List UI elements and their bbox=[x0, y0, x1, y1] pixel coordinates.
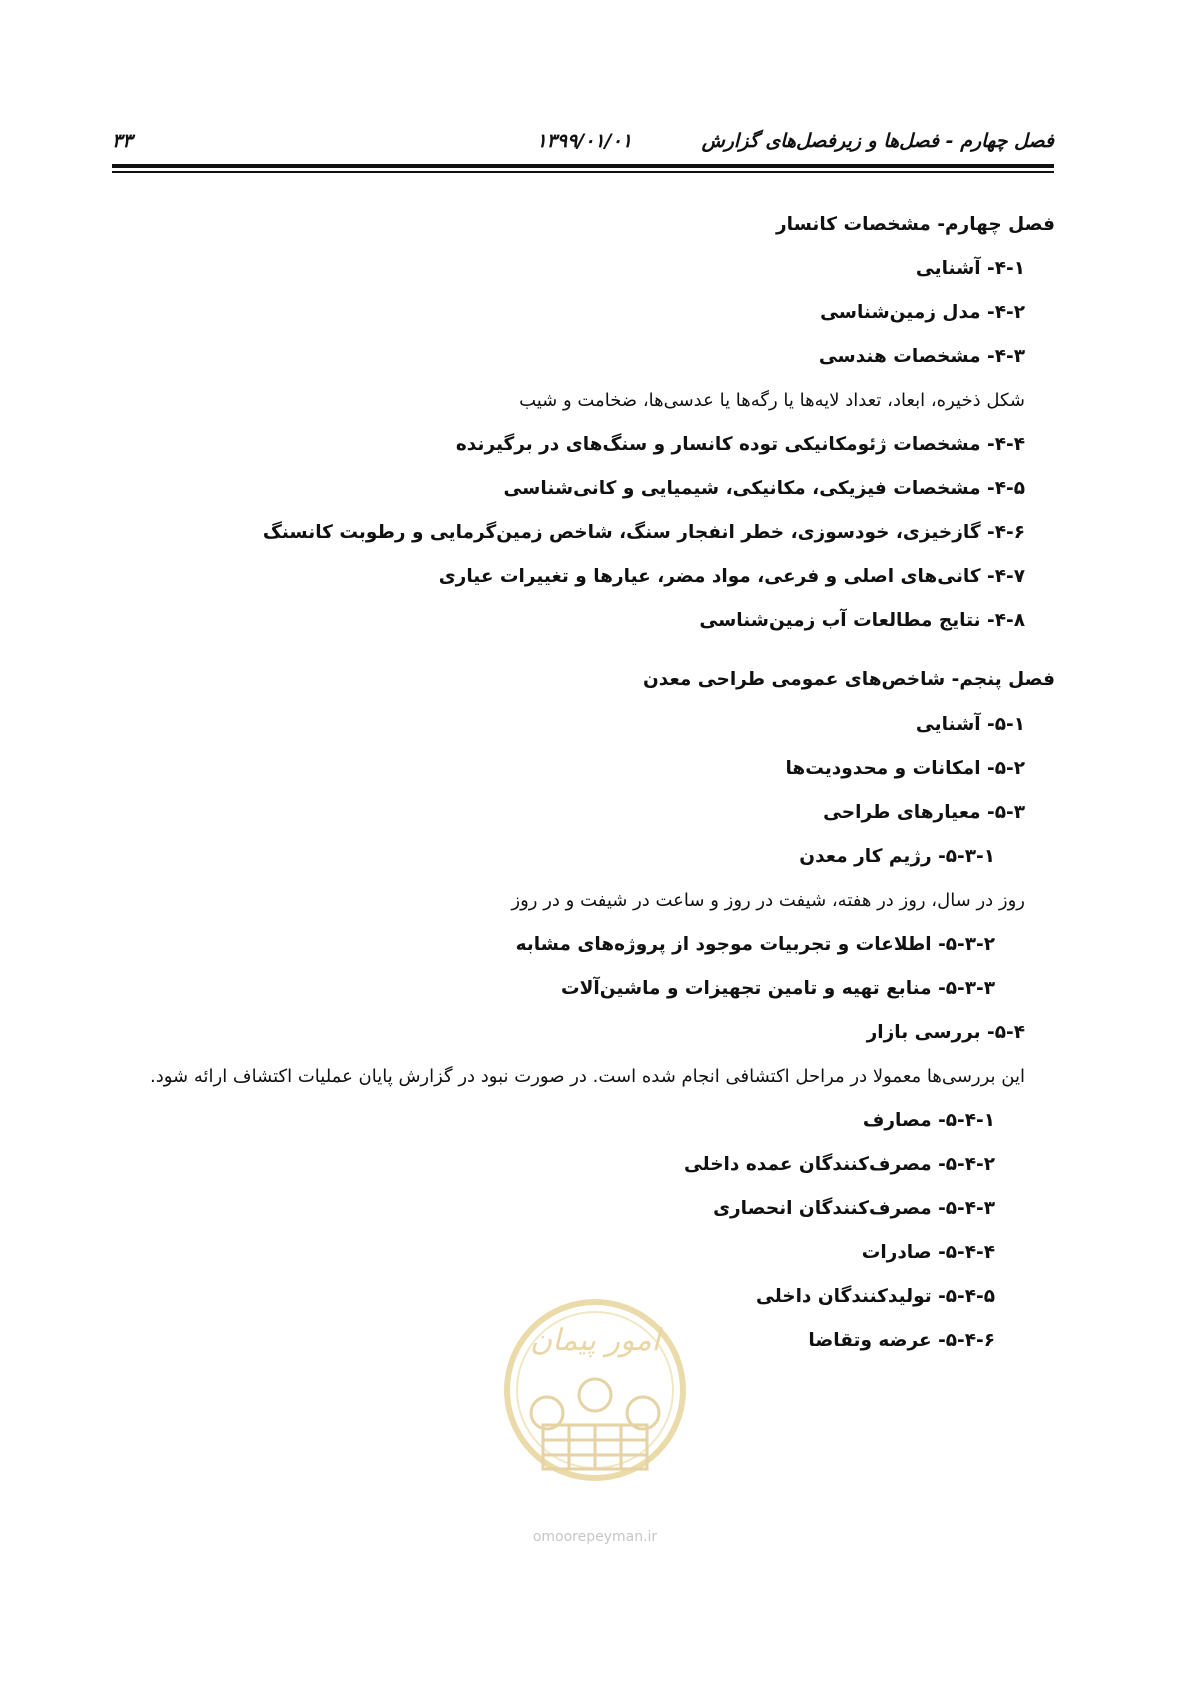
outline-heading: ۴-۶- گازخیزی، خودسوزی، خطر انفجار سنگ، شاخص زمین‌گرمایی و رطوبت کانسنگ bbox=[262, 522, 1025, 543]
outline-heading: ۴-۵- مشخصات فیزیکی، مکانیکی، شیمیایی و کانی‌شناسی bbox=[503, 478, 1025, 499]
outline-heading: ۵-۱- آشنایی bbox=[915, 714, 1025, 735]
header-date: ۱۳۹۹/۰۱/۰۱ bbox=[536, 130, 632, 152]
outline-description: شکل ذخیره، ابعاد، تعداد لایه‌ها یا رگه‌ها یا عدسی‌ها، ضخامت و شیب bbox=[519, 390, 1025, 411]
outline-heading: ۴-۱- آشنایی bbox=[915, 258, 1025, 279]
outline-heading: ۴-۲- مدل زمین‌شناسی bbox=[820, 302, 1025, 323]
outline-heading: ۵-۴-۴- صادرات bbox=[861, 1242, 995, 1263]
header-title: فصل چهارم - فصل‌ها و زیرفصل‌های گزارش bbox=[701, 130, 1054, 152]
outline-heading: ۵-۴-۶- عرضه وتقاضا bbox=[808, 1330, 995, 1351]
watermark-seal bbox=[485, 1295, 705, 1555]
watermark-seal-icon bbox=[485, 1295, 705, 1555]
page-number: ۳۳ bbox=[112, 130, 133, 152]
outline-heading: ۴-۸- نتایج مطالعات آب زمین‌شناسی bbox=[699, 610, 1025, 631]
header-rule-thin bbox=[112, 171, 1054, 173]
outline-heading: ۴-۳- مشخصات هندسی bbox=[818, 346, 1025, 367]
outline-heading: فصل چهارم- مشخصات کانسار bbox=[775, 214, 1055, 235]
outline-heading: ۵-۳-۲- اطلاعات و تجربیات موجود از پروژه‌های مشابه bbox=[515, 934, 995, 955]
outline-heading: ۵-۴-۲- مصرف‌کنندگان عمده داخلی bbox=[683, 1154, 995, 1175]
outline-heading: ۵-۴-۳- مصرف‌کنندگان انحصاری bbox=[713, 1198, 995, 1219]
outline-heading: ۵-۳-۳- منابع تهیه و تامین تجهیزات و ماشین‌آلات bbox=[561, 978, 995, 999]
watermark-logo-text: امور پیمان bbox=[530, 1323, 660, 1358]
outline-heading: ۵-۳-۱- رژیم کار معدن bbox=[799, 846, 995, 867]
outline-heading: فصل پنجم- شاخص‌های عمومی طراحی معدن bbox=[642, 669, 1055, 690]
header-rule-thick bbox=[112, 164, 1054, 168]
watermark-website: omoorepeyman.ir bbox=[532, 1529, 658, 1545]
outline-description: این بررسی‌ها معمولا در مراحل اکتشافی انجام شده است. در صورت نبود در گزارش پایان عملیات اکتشاف ارائه شود. bbox=[150, 1066, 1025, 1087]
page-header bbox=[112, 128, 1054, 158]
outline-heading: ۵-۲- امکانات و محدودیت‌ها bbox=[785, 758, 1025, 779]
outline-heading: ۴-۴- مشخصات ژئومکانیکی توده کانسار و سنگ‌های در برگیرنده bbox=[455, 434, 1025, 455]
outline-heading: ۴-۷- کانی‌های اصلی و فرعی، مواد مضر، عیارها و تغییرات عیاری bbox=[438, 566, 1025, 587]
outline-heading: ۵-۴- بررسی بازار bbox=[866, 1022, 1025, 1043]
outline-description: روز در سال، روز در هفته، شیفت در روز و ساعت در شیفت و در روز bbox=[511, 890, 1025, 911]
outline-heading: ۵-۴-۵- تولیدکنندگان داخلی bbox=[755, 1286, 995, 1307]
outline-heading: ۵-۳- معیارهای طراحی bbox=[823, 802, 1025, 823]
outline-heading: ۵-۴-۱- مصارف bbox=[862, 1110, 995, 1131]
